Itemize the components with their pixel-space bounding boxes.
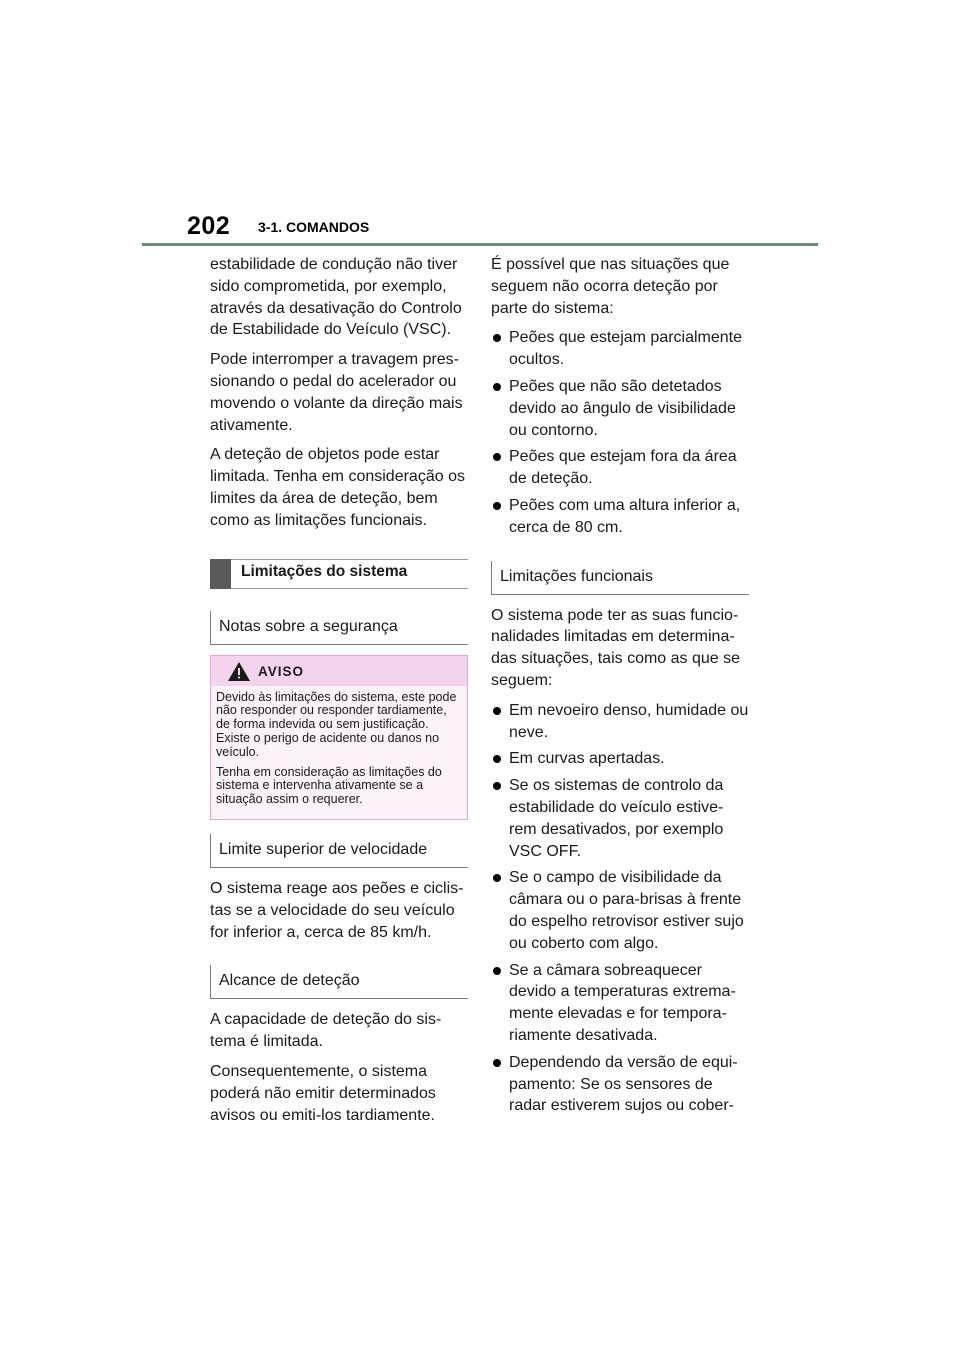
left-column: [210, 254, 468, 1134]
bullet-dot-icon: [493, 383, 501, 391]
subheading-functional: Limitações funcionais: [491, 561, 749, 595]
paragraph: O sistema pode ter as suas funcio-nalidades limitadas em determina-das situações, tais como as que se seguem:: [491, 606, 741, 689]
section-heading: [210, 559, 468, 589]
right-column: [491, 254, 749, 1125]
bullet-dot-icon: [493, 755, 501, 763]
header-rule: [142, 243, 818, 246]
paragraph: A deteção de objetos pode estar limitada. Tenha em consideração os limites da área de deteção, bem como as limitações funcionais.: [210, 446, 465, 529]
paragraph: Consequentemente, o sistema poderá não emitir determinados avisos ou emiti-los tardiamente.: [210, 1062, 436, 1124]
list-item: Se a câmara sobreaquecer devido a temperaturas extrema-mente elevadas e for tempora-riamente desativada.: [491, 960, 749, 1047]
list-item: Peões com uma altura inferior a, cerca de 80 cm.: [491, 495, 749, 539]
bullet-dot-icon: [493, 967, 501, 975]
section-heading-text: Limitações do sistema: [241, 562, 408, 580]
subheading-range: Alcance de deteção: [210, 965, 468, 999]
paragraph: Pode interromper a travagem pres-sionando o pedal do acelerador ou movendo o volante da direção mais ativamente.: [210, 351, 463, 434]
list-item: Se os sistemas de controlo da estabilidade do veículo estive-rem desativados, por exemplo VSC OFF.: [491, 775, 749, 862]
subheading-speed: Limite superior de velocidade: [210, 834, 468, 868]
list-item: Se o campo de visibilidade da câmara ou o para-brisas à frente do espelho retrovisor estiver sujo ou coberto com algo.: [491, 867, 749, 954]
bullet-list: [491, 700, 749, 1117]
warning-body: [211, 686, 467, 819]
section-title: 3-1. COMANDOS: [258, 219, 370, 235]
bullet-dot-icon: [493, 874, 501, 882]
bullet-dot-icon: [493, 334, 501, 342]
warning-triangle-icon: [228, 662, 250, 686]
bullet-list: [491, 327, 749, 538]
bullet-dot-icon: [493, 502, 501, 510]
heading-marker: [210, 559, 231, 589]
list-item: Peões que estejam fora da área de deteção.: [491, 446, 749, 490]
warning-title: AVISO: [258, 663, 305, 679]
subheading-safety: Notas sobre a segurança: [210, 611, 468, 645]
warning-box: [210, 655, 468, 820]
warning-text: Tenha em consideração as limitações do sistema e intervenha ativamente se a situação assim o requerer.: [216, 764, 442, 807]
list-item: Em nevoeiro denso, humidade ou neve.: [491, 700, 749, 744]
paragraph: O sistema reage aos peões e ciclis-tas se a velocidade do seu veículo for inferior a, cerca de 85 km/h.: [210, 879, 464, 941]
warning-text: Devido às limitações do sistema, este pode não responder ou responder tardiamente, de forma indevida ou sem justificação. Existe o perigo de acidente ou danos no veículo.: [216, 689, 457, 759]
paragraph: É possível que nas situações que seguem não ocorra deteção por parte do sistema:: [491, 256, 730, 317]
list-item: Em curvas apertadas.: [491, 748, 749, 770]
bullet-dot-icon: [493, 707, 501, 715]
bullet-dot-icon: [493, 782, 501, 790]
warning-header: [211, 656, 467, 686]
paragraph: A capacidade de deteção do sis-tema é limitada.: [210, 1011, 442, 1051]
list-item: Peões que não são detetados devido ao ângulo de visibilidade ou contorno.: [491, 376, 749, 441]
list-item: Dependendo da versão de equi-pamento: Se os sensores de radar estiverem sujos ou cober-: [491, 1052, 749, 1117]
paragraph: estabilidade de condução não tiver sido comprometida, por exemplo, através da desativação do Controlo de Estabilidade do Veículo (VSC).: [210, 256, 462, 339]
bullet-dot-icon: [493, 1059, 501, 1067]
page-number: 202: [187, 212, 231, 240]
bullet-dot-icon: [493, 453, 501, 461]
list-item: Peões que estejam parcialmente ocultos.: [491, 327, 749, 371]
